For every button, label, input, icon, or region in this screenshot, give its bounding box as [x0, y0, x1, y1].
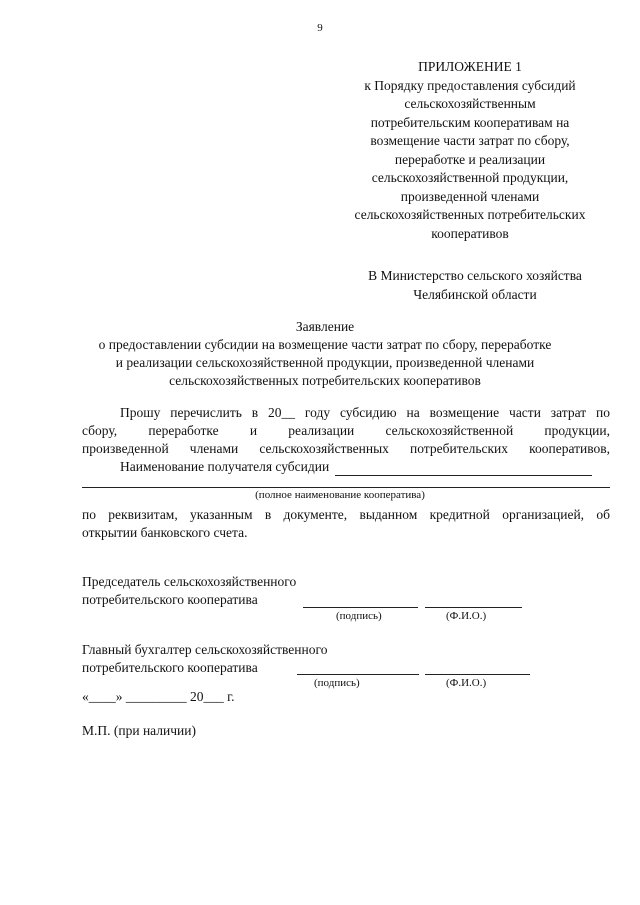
chairman-name-field[interactable] — [425, 606, 522, 608]
chairman-signature-field[interactable] — [303, 606, 418, 608]
accountant-label — [82, 641, 327, 677]
request-paragraph — [82, 404, 610, 476]
chairman-label-line: потребительского кооператива — [82, 592, 258, 607]
recipient-row — [82, 458, 610, 476]
requisites-paragraph — [82, 506, 610, 542]
request-line: произведенной членами сельскохозяйственных потребительских кооперативов, — [82, 441, 610, 456]
accountant-label-line: потребительского кооператива — [82, 660, 258, 675]
appendix-line: сельскохозяйственной продукции, — [371, 170, 569, 185]
page-number: 9 — [317, 22, 323, 34]
appendix-header — [330, 58, 610, 243]
statement-line: о предоставлении субсидии на возмещение части затрат по сбору, переработке — [98, 337, 552, 352]
appendix-line: кооперативов — [431, 225, 509, 241]
addressee-line: В Министерство сельского хозяйства — [368, 268, 582, 283]
requisites-line: по реквизитам, указанным в документе, выданном кредитной организацией, об — [82, 507, 610, 522]
accountant-name-caption: (Ф.И.О.) — [446, 677, 487, 689]
statement-heading — [40, 318, 610, 390]
accountant-label-line: Главный бухгалтер сельскохозяйственного — [82, 642, 328, 657]
statement-title: Заявление — [295, 319, 355, 334]
request-line: Прошу перечислить в 20__ году субсидию на возмещение части затрат по — [120, 405, 610, 420]
appendix-title: ПРИЛОЖЕНИЕ 1 — [418, 59, 522, 74]
addressee-line: Челябинской области — [413, 286, 537, 302]
chairman-name-caption: (Ф.И.О.) — [446, 610, 487, 622]
chairman-label-line: Председатель сельскохозяйственного — [82, 574, 297, 589]
accountant-name-field[interactable] — [425, 673, 530, 675]
request-line: сбору, переработке и реализации сельскохозяйственной продукции, — [82, 423, 610, 438]
appendix-line: произведенной членами — [400, 188, 540, 204]
appendix-line: переработке и реализации — [394, 151, 546, 167]
appendix-line: возмещение части затрат по сбору, — [370, 133, 570, 148]
recipient-name-field[interactable] — [335, 461, 592, 476]
addressee — [340, 267, 610, 304]
appendix-line: сельскохозяйственных потребительских — [354, 207, 586, 222]
accountant-signature-field[interactable] — [297, 673, 419, 675]
statement-line: и реализации сельскохозяйственной продукции, произведенной членами — [115, 355, 535, 370]
coop-name-caption: (полное наименование кооператива) — [255, 489, 425, 501]
requisites-line: открытии банковского счета. — [82, 525, 248, 540]
chairman-label — [82, 573, 296, 609]
appendix-line: сельскохозяйственным — [404, 96, 536, 111]
appendix-line: к Порядку предоставления субсидий — [364, 77, 576, 93]
chairman-signature-caption: (подпись) — [336, 610, 382, 622]
recipient-label: Наименование получателя субсидии — [120, 459, 330, 474]
appendix-line: потребительским кооперативам на — [370, 114, 570, 130]
date-line: «____» _________ 20___ г. — [82, 689, 235, 704]
stamp-note: М.П. (при наличии) — [82, 723, 196, 738]
accountant-signature-caption: (подпись) — [314, 677, 360, 689]
statement-line: сельскохозяйственных потребительских кооперативов — [169, 373, 481, 388]
coop-name-field[interactable] — [82, 486, 610, 488]
